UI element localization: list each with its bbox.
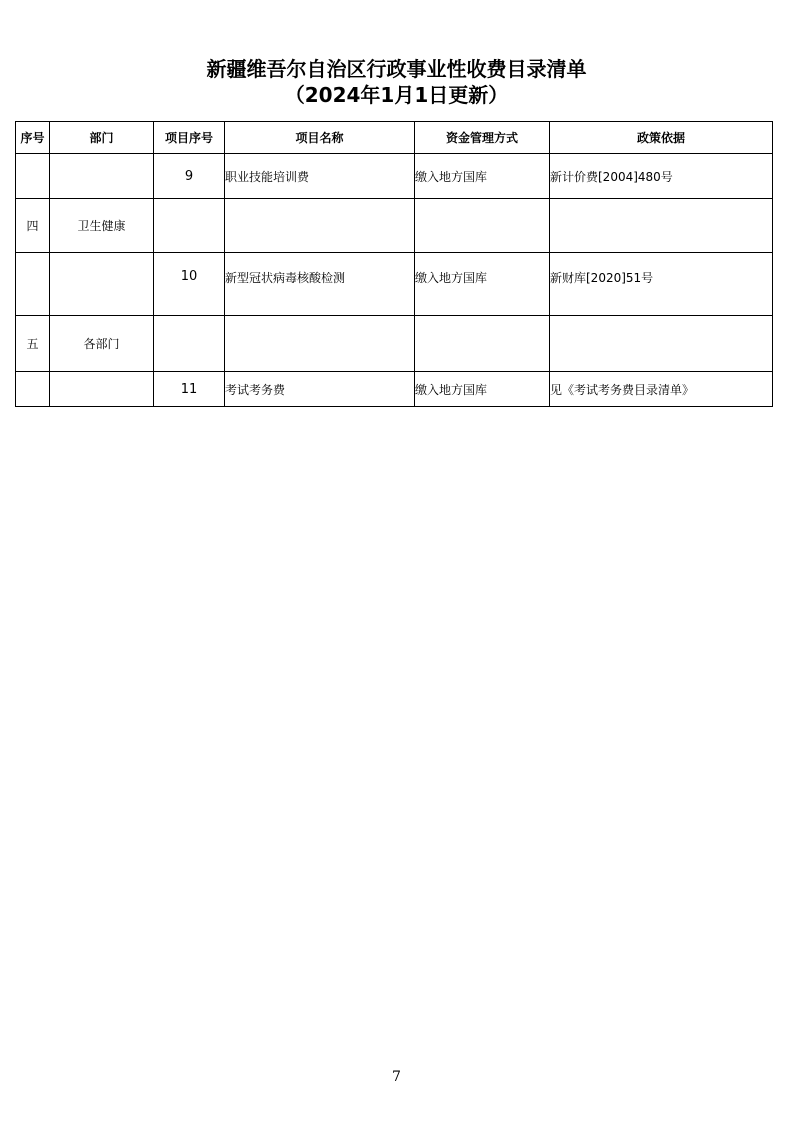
cell-department: 各部门 bbox=[50, 316, 154, 372]
table-row bbox=[16, 253, 773, 316]
cell-fund-management bbox=[415, 199, 550, 253]
cell-policy-basis bbox=[550, 316, 773, 372]
document-subtitle: （2024年1月1日更新） bbox=[284, 83, 509, 107]
cell-department bbox=[50, 372, 154, 407]
cell-item-number bbox=[154, 316, 225, 372]
cell-item-name: 新型冠状病毒核酸检测 bbox=[225, 253, 415, 316]
document-title: 新疆维吾尔自治区行政事业性收费目录清单 bbox=[206, 57, 587, 81]
header-item-name: 项目名称 bbox=[225, 122, 415, 154]
cell-item-name: 职业技能培训费 bbox=[225, 154, 415, 199]
cell-seq bbox=[16, 372, 50, 407]
cell-policy-basis bbox=[550, 199, 773, 253]
cell-item-name bbox=[225, 316, 415, 372]
cell-item-number: 9 bbox=[154, 154, 225, 199]
cell-policy-basis: 新计价费[2004]480号 bbox=[550, 154, 773, 199]
cell-fund-management: 缴入地方国库 bbox=[415, 253, 550, 316]
fee-catalog-table bbox=[15, 121, 773, 407]
header-seq: 序号 bbox=[16, 122, 50, 154]
cell-department: 卫生健康 bbox=[50, 199, 154, 253]
cell-item-name: 考试考务费 bbox=[225, 372, 415, 407]
table-row bbox=[16, 372, 773, 407]
cell-item-number: 11 bbox=[154, 372, 225, 407]
header-fund-management: 资金管理方式 bbox=[415, 122, 550, 154]
cell-seq: 四 bbox=[16, 199, 50, 253]
header-item-number: 项目序号 bbox=[154, 122, 225, 154]
cell-item-name bbox=[225, 199, 415, 253]
table-row bbox=[16, 199, 773, 253]
cell-seq: 五 bbox=[16, 316, 50, 372]
cell-seq bbox=[16, 154, 50, 199]
cell-fund-management: 缴入地方国库 bbox=[415, 154, 550, 199]
cell-policy-basis: 见《考试考务费目录清单》 bbox=[550, 372, 773, 407]
header-policy-basis: 政策依据 bbox=[550, 122, 773, 154]
table-header-row bbox=[16, 122, 773, 154]
cell-seq bbox=[16, 253, 50, 316]
table-row bbox=[16, 154, 773, 199]
cell-item-number: 10 bbox=[154, 253, 225, 316]
cell-department bbox=[50, 154, 154, 199]
header-department: 部门 bbox=[50, 122, 154, 154]
cell-department bbox=[50, 253, 154, 316]
table-row bbox=[16, 316, 773, 372]
page-number: 7 bbox=[392, 1069, 401, 1085]
cell-item-number bbox=[154, 199, 225, 253]
cell-fund-management bbox=[415, 316, 550, 372]
cell-policy-basis: 新财库[2020]51号 bbox=[550, 253, 773, 316]
cell-fund-management: 缴入地方国库 bbox=[415, 372, 550, 407]
